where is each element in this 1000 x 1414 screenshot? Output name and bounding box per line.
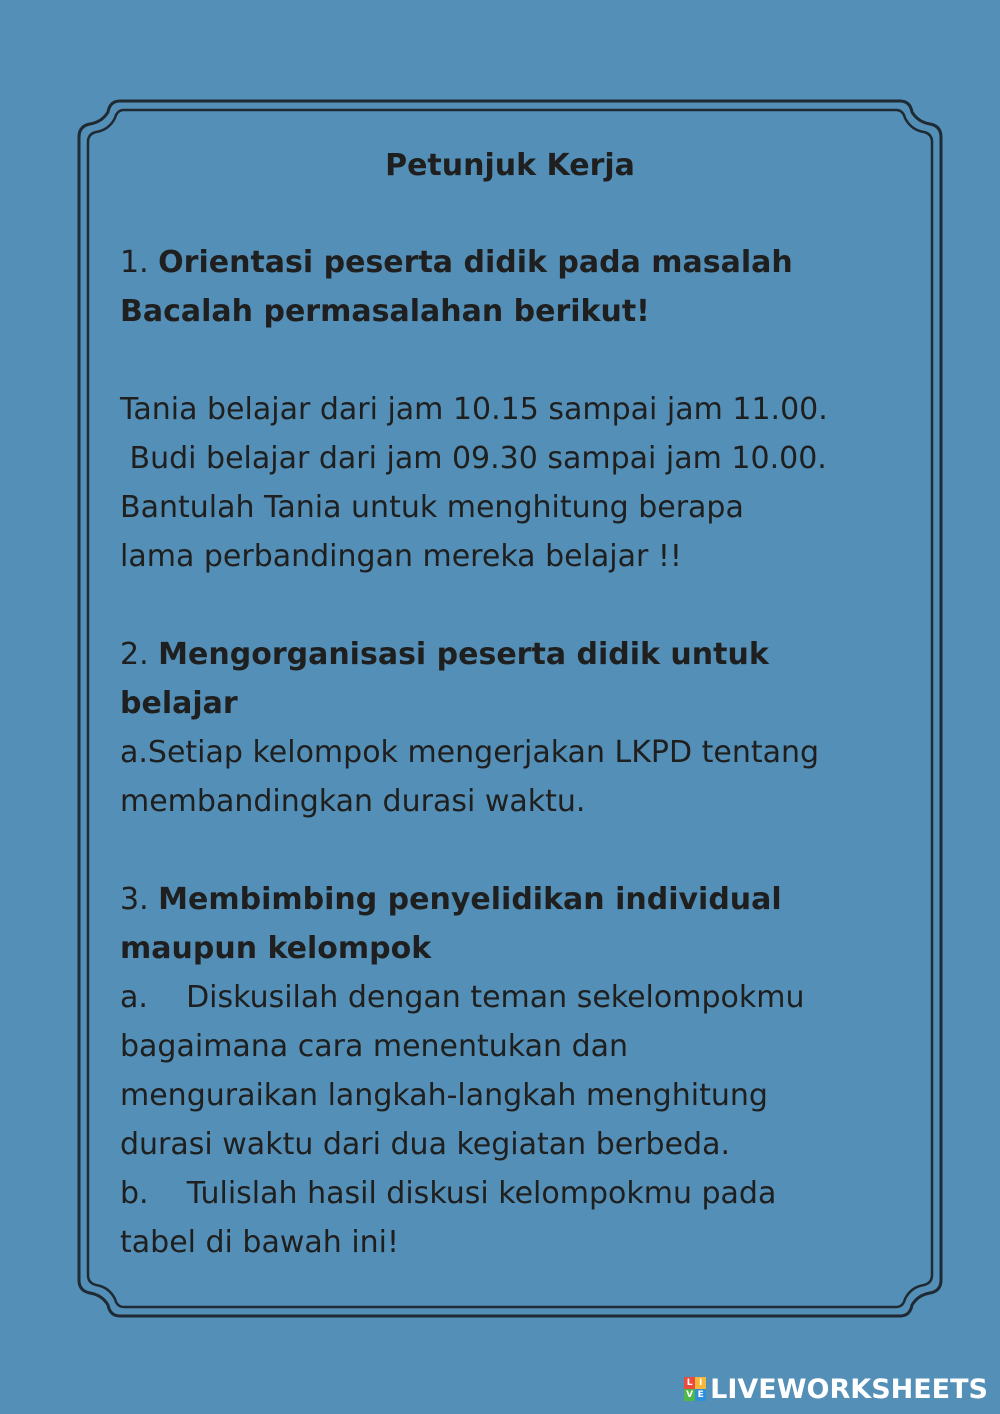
section-3-paragraph-line: b. Tulislah hasil diskusi kelompokmu pada (120, 1176, 777, 1211)
section-3-paragraph-line: bagaimana cara menentukan dan (120, 1029, 629, 1064)
section-2-paragraph-line: membandingkan durasi waktu. (120, 784, 586, 819)
section-3-number: 3. (120, 882, 159, 917)
section-2-heading: Mengorganisasi peserta didik untuk (158, 637, 769, 672)
section-2-heading-line-2: belajar (120, 686, 238, 721)
section-1 (120, 238, 910, 581)
liveworksheets-watermark (684, 1372, 988, 1406)
section-3-paragraph-line: a. Diskusilah dengan teman sekelompokmu (120, 980, 805, 1015)
section-2 (120, 630, 910, 826)
section-1-subheading: Bacalah permasalahan berikut! (120, 294, 650, 329)
section-1-heading-line-1 (120, 238, 910, 287)
logo-letter: V (684, 1389, 695, 1401)
section-3-heading-line-2: maupun kelompok (120, 931, 432, 966)
section-1-heading: Orientasi peserta didik pada masalah (158, 245, 793, 280)
watermark-text: LIVEWORKSHEETS (710, 1373, 988, 1405)
logo-letter: L (684, 1377, 695, 1389)
liveworksheets-logo-icon (684, 1377, 706, 1401)
section-1-paragraph-line: Budi belajar dari jam 09.30 sampai jam 10.00. (120, 441, 827, 476)
worksheet-content (120, 140, 910, 1267)
section-2-number: 2. (120, 637, 159, 672)
section-3-heading: Membimbing penyelidikan individual (158, 882, 782, 917)
page-title: Petunjuk Kerja (385, 148, 635, 183)
section-3 (120, 875, 910, 1267)
logo-letter: E (695, 1389, 706, 1401)
section-3-paragraph-line: tabel di bawah ini! (120, 1225, 400, 1260)
section-1-paragraph-line: lama perbandingan mereka belajar !! (120, 539, 682, 574)
section-3-paragraph-line: durasi waktu dari dua kegiatan berbeda. (120, 1127, 731, 1162)
logo-letter: I (695, 1377, 706, 1389)
section-2-paragraph-line: a.Setiap kelompok mengerjakan LKPD tentang (120, 735, 820, 770)
section-3-heading-line-1 (120, 875, 910, 924)
section-1-number: 1. (120, 245, 159, 280)
section-1-paragraph-line: Tania belajar dari jam 10.15 sampai jam 11.00. (120, 392, 828, 427)
section-1-paragraph-line: Bantulah Tania untuk menghitung berapa (120, 490, 744, 525)
section-3-paragraph-line: menguraikan langkah-langkah menghitung (120, 1078, 768, 1113)
section-2-heading-line-1 (120, 630, 910, 679)
